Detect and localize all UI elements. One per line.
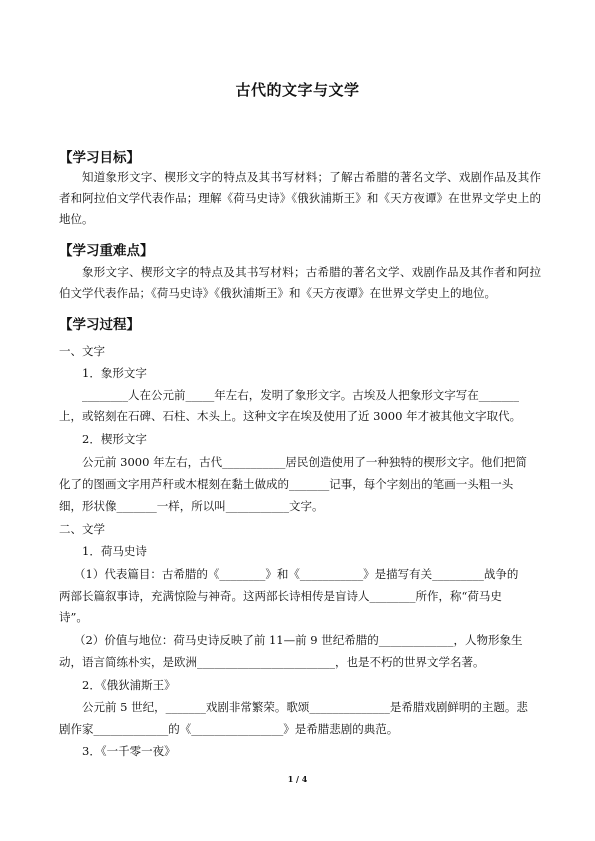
sub1-line1: ________人在公元前_____年左右，发明了象形文字。古埃及人把象形文字写在_______ [82, 388, 519, 402]
sub4-title: 2．《俄狄浦斯王》 [82, 678, 176, 692]
sub3-line2: 两部长篇叙事诗，充满惊险与神奇。这两部长诗相传是盲诗人________所作，称“荷马史 [59, 589, 502, 603]
key-points-text: 象形文字、楔形文字的特点及其书写材料；古希腊的著名文学、戏剧作品及其作者和阿拉伯文学代表作品；《荷马史诗》《俄狄浦斯王》和《天方夜谭》在世界文学史上的地位。 [59, 265, 541, 300]
sub2-line1: 公元前 3000 年左右，古代___________居民创造使用了一种独特的楔形文字。他们把简 [82, 455, 527, 469]
sub3-line1: （1）代表篇目：古希腊的《________》和《___________》是描写有关_________战争的 [74, 567, 519, 581]
sub3-line4: （2）价值与地位：荷马史诗反映了前 11—前 9 世纪希腊的_____________，人物形象生 [74, 633, 523, 647]
sub3-line5: 动，语言简练朴实，是欧洲________________________，也是不朽的世界文学名著。 [59, 655, 485, 669]
sub4-line2: 剧作家_____________的《________________》是希腊悲剧的典范。 [59, 722, 399, 736]
key-points-heading: 【学习重难点】 [59, 243, 154, 259]
sub5-title: 3．《一千零一夜》 [82, 744, 176, 758]
sub2-line2: 化了的图画文字用芦秆或木棍刻在黏土做成的_______记事，每个字刻出的笔画一头粗一头 [59, 477, 514, 491]
process-heading: 【学习过程】 [59, 317, 140, 333]
part1-title: 一、文字 [59, 344, 105, 358]
part2-title: 二、文学 [59, 522, 105, 536]
sub3-title: 1．荷马史诗 [82, 544, 147, 558]
page-title: 古代的文字与文学 [235, 81, 360, 99]
sub2-line3: 细，形状像_______一样，所以叫___________文字。 [59, 499, 324, 513]
sub2-title: 2．楔形文字 [82, 432, 147, 446]
sub1-title: 1．象形文字 [82, 366, 147, 380]
page-number: 1 / 4 [287, 774, 308, 784]
sub3-line3: 诗”。 [59, 610, 88, 624]
sub4-line1: 公元前 5 世纪，_______戏剧非常繁荣。歌颂______________是希腊戏剧鲜明的主题。悲 [82, 700, 528, 714]
goals-text: 知道象形文字、楔形文字的特点及其书写材料；了解古希腊的著名文学、戏剧作品及其作者和阿拉伯文学代表作品；理解《荷马史诗》《俄狄浦斯王》和《天方夜谭》在世界文学史上的地位。 [59, 170, 541, 226]
sub1-line2: 上，或铭刻在石碑、石柱、木头上。这种文字在埃及使用了近 3000 年才被其他文字取代。 [59, 409, 522, 423]
goals-heading: 【学习目标】 [59, 150, 140, 166]
